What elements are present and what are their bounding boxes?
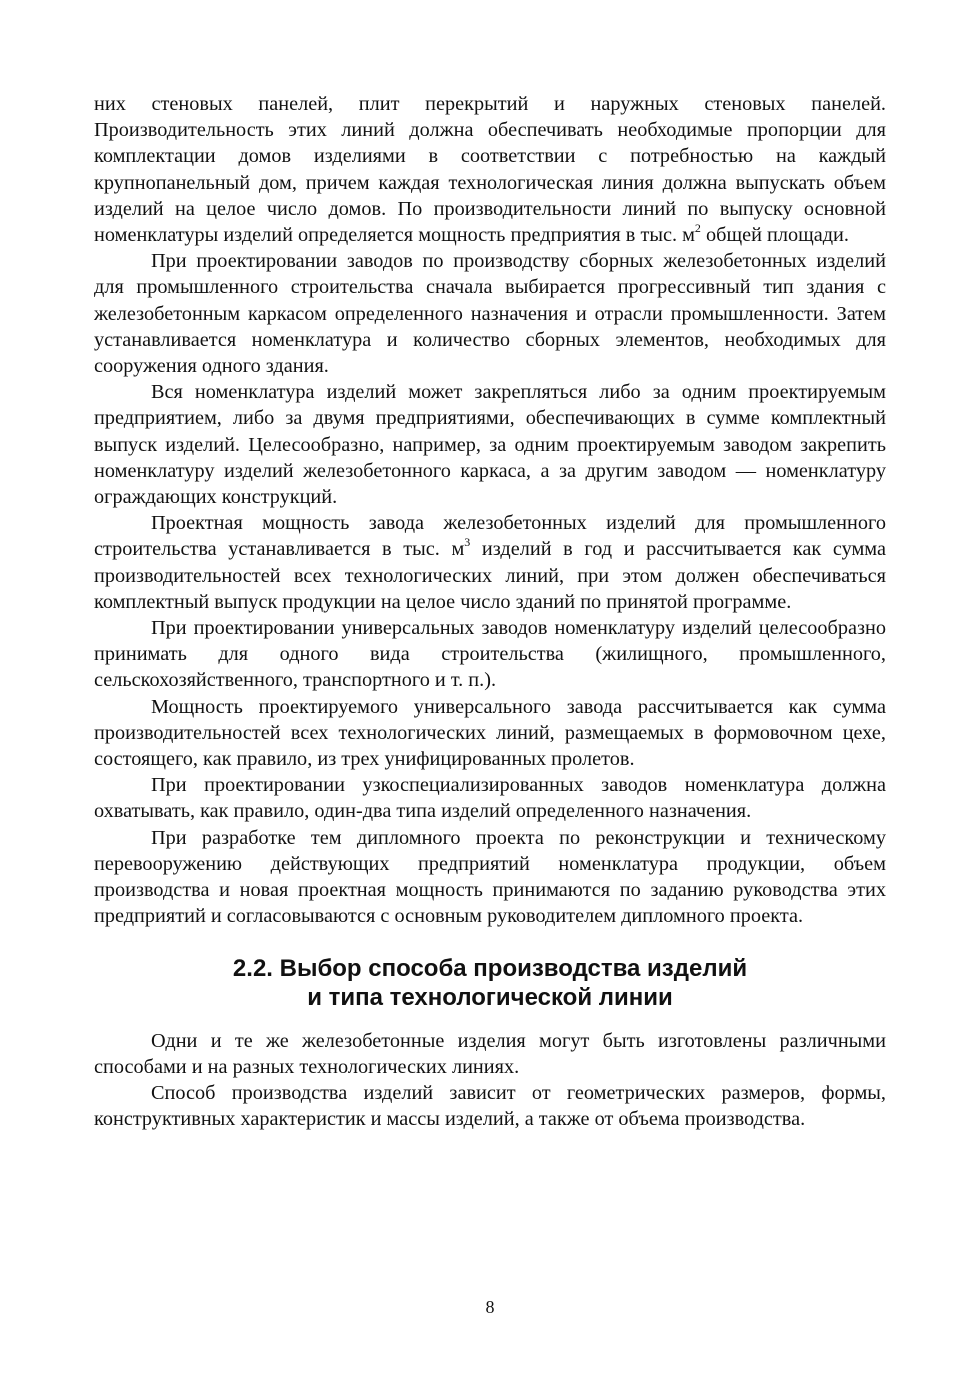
paragraph-nomenclature-assignment [94, 379, 886, 510]
paragraph-text: них стеновых панелей, плит перекрытий и наружных стеновых панелей. Производительность этих линий должна обеспечивать необходимые пропорции для комплектации домов изделиями в соответствии с потребностью на каждый крупнопанельный дом, причем каждая технологическая линия должна выпускать объем изделий на целое число домов. По производительности линий по выпуску основной номенклатуры изделий определяется мощность предприятия в тыс. м [94, 93, 886, 247]
paragraph-reconstruction [94, 825, 886, 930]
paragraph-text: изделий в год и рассчитывается как сумма производительностей всех технологических линий, при этом должен обеспечиваться комплектный выпуск продукции на целое число зданий по принятой программе. [94, 538, 886, 613]
paragraph-text: При проектировании универсальных заводов номенклатуру изделий целесообразно принимать для одного вида строительства (жилищного, промышленного, сельскохозяйственного, транспортного и т. п.). [94, 617, 886, 692]
paragraph-text: Проектная мощность завода железобетонных изделий для промышленного строительства устанавливается в тыс. м [94, 512, 886, 561]
paragraph-universal-capacity [94, 694, 886, 773]
paragraph-text: Способ производства изделий зависит от геометрических размеров, формы, конструктивных характеристик и массы изделий, а также от объема производства. [94, 1081, 886, 1131]
paragraph-text: Мощность проектируемого универсального завода рассчитывается как сумма производительностей всех технологических линий, размещаемых в формовочном цехе, состоящего, как правило, из трех унифицированных пролетов. [94, 695, 886, 771]
page-content [94, 91, 886, 1132]
superscript-exponent: 3 [464, 535, 471, 550]
paragraph-method-factors [94, 1080, 886, 1132]
paragraph-design-capacity [94, 510, 886, 615]
paragraph-universal-plants [94, 615, 886, 694]
paragraph-text: При проектировании узкоспециализированных заводов номенклатура должна охватывать, как правило, один-два типа изделий определенного назначения. [94, 774, 886, 823]
paragraph-text: Вся номенклатура изделий может закрепляться либо за одним проектируемым предприятием, либо за двумя предприятиями, обеспечивающих в сумме комплектный выпуск изделий. Целесообразно, например, за одним проектируемым заводом закрепить номенклатуру изделий железобетонного каркаса, а за другим заводом — номенклатуру ограждающих конструкций. [94, 381, 886, 509]
paragraph-industrial-plants [94, 248, 886, 379]
paragraph-text: При проектировании заводов по производству сборных железобетонных изделий для промышленного строительства сначала выбирается прогрессивный тип здания с железобетонным каркасом определенного назначения и отрасли промышленности. Затем устанавливается номенклатура и количество сборных элементов, необходимых для сооружения одного здания. [94, 250, 886, 378]
paragraph-text: При разработке тем дипломного проекта по реконструкции и техническому перевооружению действующих предприятий номенклатура продукции, объем производства и новая проектная мощность принимаются по заданию руководства этих предприятий и согласовываются с основным руководителем дипломного проекта. [94, 826, 886, 928]
section-heading-line-2: и типа технологической линии [307, 983, 673, 1011]
superscript-exponent: 2 [694, 221, 701, 236]
page-number: 8 [485, 1297, 495, 1317]
paragraph-continuation [94, 91, 886, 248]
section-heading [94, 954, 886, 1012]
paragraph-text: Одни и те же железобетонные изделия могут быть изготовлены различными способами и на разных технологических линиях. [94, 1029, 886, 1078]
paragraph-text: общей площади. [700, 224, 849, 247]
paragraph-production-methods [94, 1028, 886, 1080]
paragraph-specialized-plants [94, 772, 886, 824]
section-heading-line-1: 2.2. Выбор способа производства изделий [232, 954, 748, 982]
